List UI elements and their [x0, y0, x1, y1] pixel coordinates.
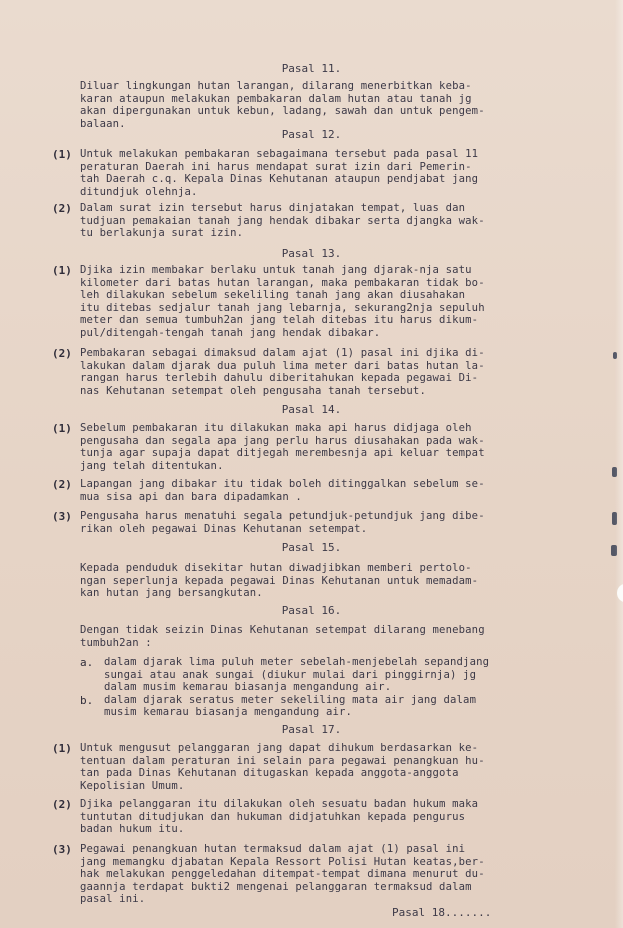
pasal-13-line: nas Kehutanan setempat oleh pengusaha tanah tersebut.	[80, 384, 426, 397]
pasal-17-line: Djika pelanggaran itu dilakukan oleh sesuatu badan hukum maka	[80, 798, 479, 810]
pasal-13-line: lakukan dalam djarak dua puluh lima meter dari batas hutan la-	[80, 359, 485, 372]
pasal-14-line: Sebelum pembakaran itu dilakukan maka api harus didjaga oleh	[80, 422, 472, 434]
pasal-11-line: Diluar lingkungan hutan larangan, dilarang menerbitkan keba-	[80, 80, 472, 92]
pasal-14-heading: Pasal 14.	[281, 403, 342, 416]
pasal-17-line: Pegawai penangkuan hutan termaksud dalam ajat (1) pasal ini	[80, 843, 466, 855]
item-number: (2)	[52, 478, 72, 491]
pasal-12-line: tu berlakunja surat izin.	[80, 227, 244, 240]
pasal-13-line: kilometer dari batas hutan larangan, maka pembakaran tidak bo-	[80, 276, 485, 289]
pasal-17-line: tentuan dalam peraturan ini selain para pegawai penangkuan hu-	[80, 754, 485, 767]
pasal-17-line: hak melakukan penggeledahan ditempat-tempat dimana menurut du-	[80, 868, 485, 881]
pasal-13-line: leh dilakukan sebelum sekeliling tanah jang akan diusahakan	[80, 289, 466, 302]
pasal-12-line: tah Daerah c.q. Kepala Dinas Kehutanan ataupun pendjabat jang	[80, 173, 479, 186]
item-number: (1)	[52, 148, 72, 161]
pasal-12-line: Untuk melakukan pembakaran sebagaimana tersebut pada pasal 11	[80, 148, 479, 160]
pasal-16-line: Dengan tidak seizin Dinas Kehutanan setempat dilarang menebang	[80, 624, 485, 636]
pasal-17-line: Untuk mengusut pelanggaran jang dapat dihukum berdasarkan ke-	[80, 742, 479, 754]
item-number: (2)	[52, 347, 72, 360]
pasal-11-line: balaan.	[80, 117, 126, 130]
item-number: (2)	[52, 798, 72, 811]
pasal-14-line: mua sisa api dan bara dipadamkan .	[80, 490, 302, 503]
item-number: (2)	[52, 202, 72, 215]
pasal-17-line: gaannja terdapat bukti2 mengenai pelanggaran termaksud dalam	[80, 880, 472, 893]
pasal-13-heading: Pasal 13.	[281, 247, 342, 260]
pasal-17-heading: Pasal 17.	[281, 723, 342, 736]
pasal-13-line: meter dan semua tumbuh2an jang telah ditebas itu harus dikum-	[80, 314, 479, 327]
pasal-16-line: dalam djarak seratus meter sekeliling mata air jang dalam	[104, 693, 477, 706]
item-number: (3)	[52, 510, 72, 523]
pasal-14-line: jang telah ditentukan.	[80, 459, 224, 472]
pasal-12-line: peraturan Daerah ini harus mendapat surat izin dari Pemerin-	[80, 160, 472, 173]
pasal-17-line: Kepolisian Umum.	[80, 779, 185, 792]
pasal-17-line: tan pada Dinas Kehutanan ditugaskan kepada anggota-anggota	[80, 767, 459, 780]
pasal-14-line: Lapangan jang dibakar itu tidak boleh ditinggalkan sebelum se-	[80, 478, 485, 490]
item-letter: a.	[80, 656, 94, 669]
pasal-13-line: pul/ditengah-tengah tanah jang hendak dibakar.	[80, 327, 381, 339]
pasal-15-line: Kepada penduduk disekitar hutan diwadjibkan memberi pertolo-	[80, 562, 472, 574]
pasal-15-line: kan hutan jang bersangkutan.	[80, 587, 263, 600]
pasal-12-line: ditundjuk olehnja.	[80, 185, 198, 198]
pasal-13-line: rangan harus terlebih dahulu diberitahukan kepada pegawai Di-	[80, 372, 479, 385]
item-number: (3)	[52, 843, 72, 856]
pasal-14-line: tunja agar supaja dapat ditjegah merembesnja api keluar tempat	[80, 447, 485, 460]
pasal-14-line: pengusaha dan segala apa jang perlu harus diusahakan pada wak-	[80, 434, 485, 447]
pasal-13-line: Pembakaran sebagai dimaksud dalam ajat (1) pasal ini djika di-	[80, 347, 485, 359]
pasal-11-line: karan ataupun melakukan pembakaran dalam hutan atau tanah jg	[80, 92, 472, 105]
item-letter: b.	[80, 693, 94, 707]
pasal-16-line: dalam musim kemarau biasanja mengandung air.	[104, 681, 392, 694]
pasal-12-heading: Pasal 12.	[281, 128, 342, 141]
pasal-17-line: jang memangku djabatan Kepala Ressort Polisi Hutan keatas,ber-	[80, 855, 485, 868]
pasal-17-line: tuntutan ditudjukan dan hukuman didjatuhkan kepada pengurus	[80, 810, 466, 823]
pasal-17-line: pasal ini.	[80, 893, 146, 906]
pasal-13-line: itu ditebas sedjalur tanah jang lebarnja, sekurang2nja sepuluh	[80, 301, 485, 314]
next-page-footer: Pasal 18.......	[392, 906, 492, 919]
pasal-13-line: Djika izin membakar berlaku untuk tanah jang djarak-nja satu	[80, 264, 472, 276]
pasal-11-line: akan dipergunakan untuk kebun, ladang, sawah dan untuk pengem-	[80, 105, 485, 118]
paper-edge	[615, 0, 623, 928]
pasal-16-heading: Pasal 16.	[281, 604, 342, 617]
pasal-12-line: Dalam surat izin tersebut harus dinjatakan tempat, luas dan	[80, 202, 466, 214]
pasal-15-heading: Pasal 15.	[281, 541, 342, 554]
item-number: (1)	[52, 422, 72, 435]
pasal-14-line: Pengusaha harus menatuhi segala petundjuk-petundjuk jang dibe-	[80, 510, 485, 522]
item-number: (1)	[52, 264, 72, 277]
pasal-16-line: musim kemarau biasanja mengandung air.	[104, 706, 353, 719]
pasal-12-line: tudjuan pemakaian tanah jang hendak dibakar serta djangka wak-	[80, 214, 485, 227]
pasal-11-heading: Pasal 11.	[281, 62, 342, 75]
pasal-14-line: rikan oleh pegawai Dinas Kehutanan setempat.	[80, 522, 368, 535]
item-number: (1)	[52, 742, 72, 755]
pasal-17-line: badan hukum itu.	[80, 823, 185, 836]
pasal-16-line: sungai atau anak sungai (diukur mulai dari pinggirnja) jg	[104, 668, 477, 681]
pasal-16-line: tumbuh2an :	[80, 636, 152, 649]
pasal-16-line: dalam djarak lima puluh meter sebelah-menjebelah sepandjang	[104, 656, 490, 668]
pasal-15-line: ngan seperlunja kepada pegawai Dinas Kehutanan untuk memadam-	[80, 574, 479, 587]
